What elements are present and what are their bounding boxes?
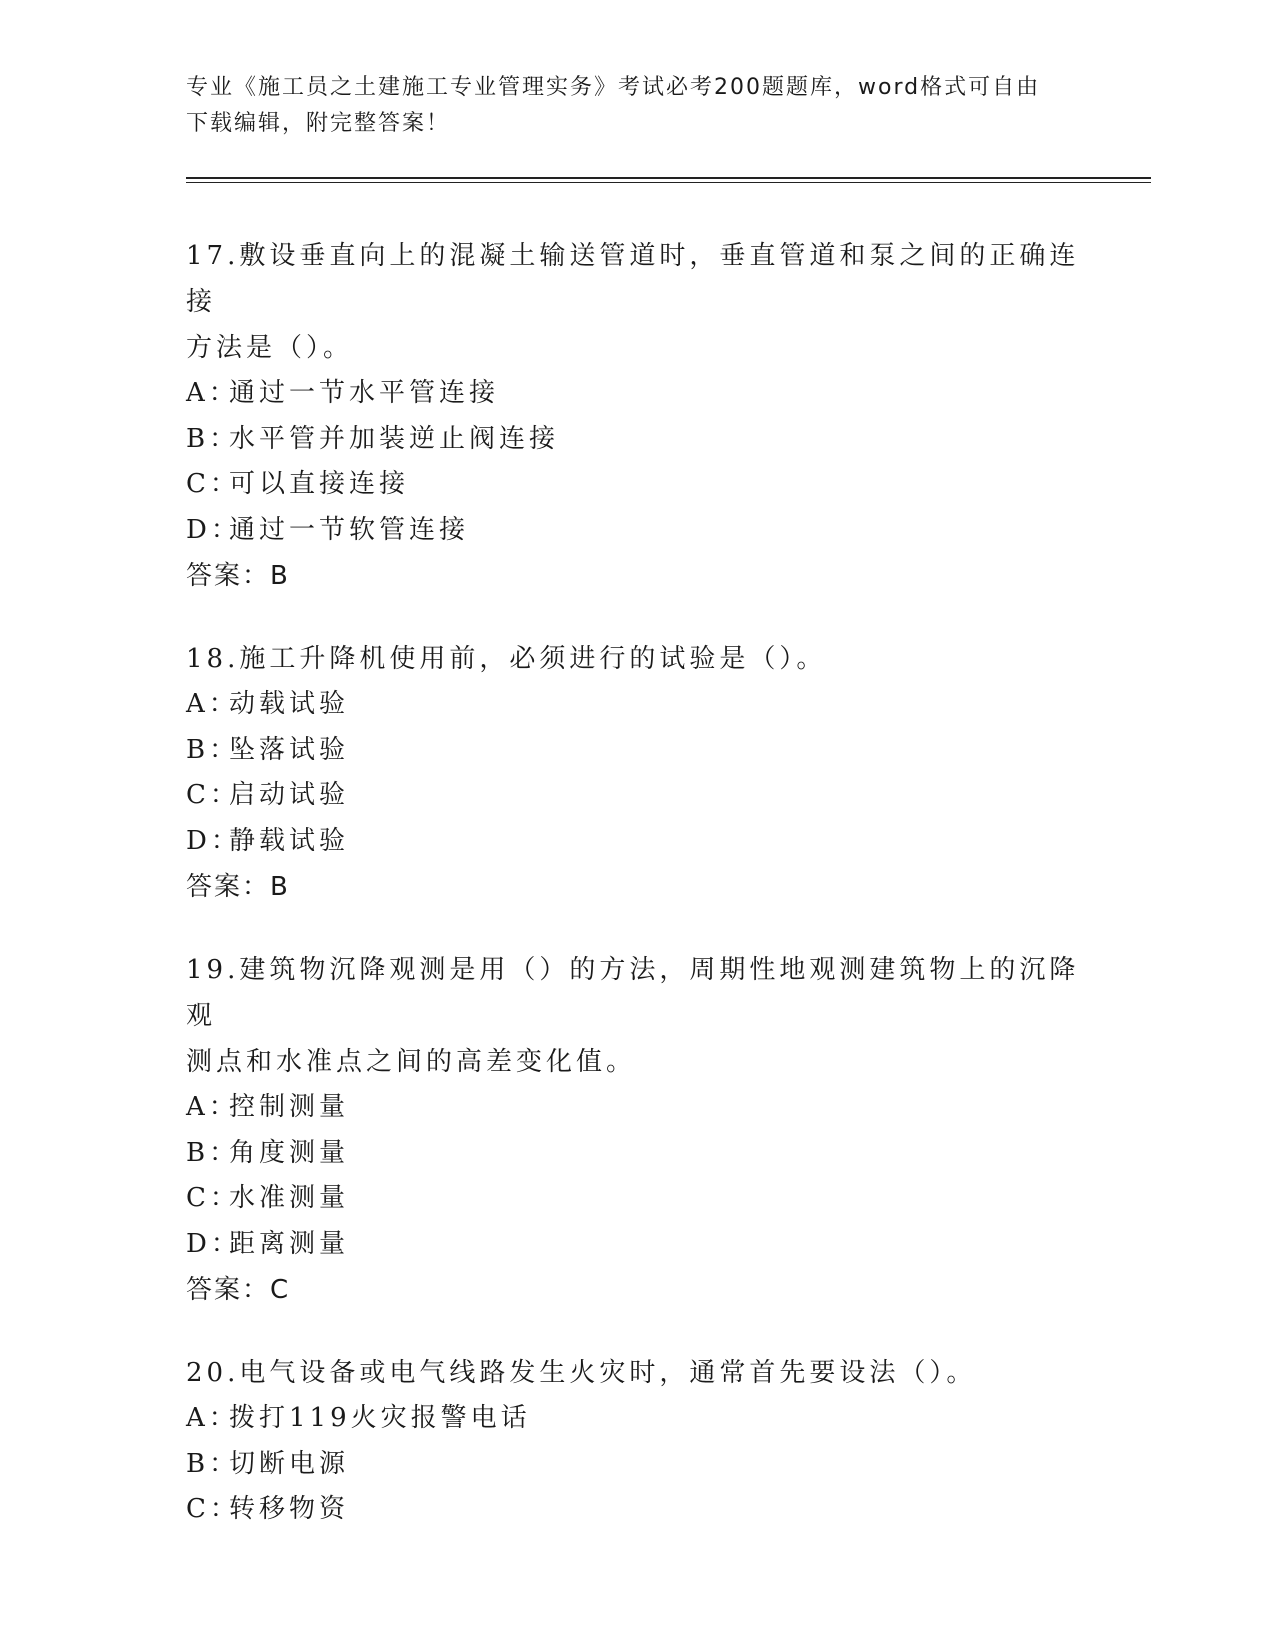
option-text: 水准测量 [229, 1183, 350, 1213]
question-stem [186, 233, 1086, 371]
option-letter: A： [186, 378, 239, 408]
option-letter: A： [186, 1092, 239, 1122]
question-stem-line: 测点和水准点之间的高差变化值。 [186, 1047, 637, 1077]
question-stem-line: 方法是（）。 [186, 333, 354, 363]
question-20 [186, 1350, 1086, 1533]
option-b [186, 417, 1086, 463]
option-c [186, 462, 1086, 508]
option-text: 切断电源 [229, 1448, 350, 1479]
option-text: 动载试验 [229, 689, 350, 719]
question-stem [186, 1350, 1086, 1396]
question-stem [186, 947, 1086, 1085]
option-a [186, 1085, 1086, 1131]
header-divider-thick [186, 177, 1151, 179]
option-text: 坠落试验 [229, 734, 350, 765]
question-stem [186, 636, 1086, 682]
option-c [186, 1176, 1086, 1222]
option-a [186, 1396, 1086, 1442]
option-text: 可以直接连接 [229, 469, 410, 499]
option-text: 拨打119火灾报警电话 [229, 1403, 531, 1433]
question-stem-line: 20.电气设备或电气线路发生火灾时，通常首先要设法（）。 [186, 1358, 977, 1388]
option-d [186, 508, 1086, 554]
option-letter: A： [186, 689, 239, 719]
option-b [186, 1131, 1086, 1177]
option-c [186, 1487, 1086, 1533]
option-letter: A： [186, 1403, 239, 1433]
option-text: 距离测量 [229, 1228, 350, 1259]
option-text: 通过一节水平管连接 [229, 378, 500, 408]
option-letter: D： [186, 825, 241, 856]
option-text: 角度测量 [229, 1137, 350, 1168]
option-a [186, 682, 1086, 728]
option-a [186, 371, 1086, 417]
question-stem-line: 18.施工升降机使用前，必须进行的试验是（）。 [186, 644, 827, 674]
option-text: 启动试验 [229, 780, 350, 810]
option-letter: B： [186, 1137, 240, 1168]
option-letter: B： [186, 734, 240, 765]
option-text: 静载试验 [229, 825, 350, 856]
document-header [186, 70, 1066, 142]
option-c [186, 773, 1086, 819]
header-divider-thin [186, 182, 1151, 183]
option-text: 通过一节软管连接 [229, 514, 470, 545]
option-letter: C： [186, 469, 240, 499]
question-stem-line: 17.敷设垂直向上的混凝土输送管道时，垂直管道和泵之间的正确连接 [186, 241, 1080, 317]
header-line-1: 专业《施工员之土建施工专业管理实务》考试必考200题题库，word格式可自由 [186, 75, 1041, 100]
option-b [186, 1442, 1086, 1488]
option-letter: C： [186, 780, 240, 810]
question-list [186, 233, 1086, 1570]
option-d [186, 1222, 1086, 1268]
option-text: 转移物资 [229, 1494, 350, 1524]
option-letter: C： [186, 1183, 240, 1213]
question-19 [186, 947, 1086, 1313]
option-letter: B： [186, 423, 240, 454]
question-stem-line: 19.建筑物沉降观测是用（）的方法，周期性地观测建筑物上的沉降观 [186, 955, 1080, 1031]
header-line-2: 下载编辑，附完整答案！ [186, 111, 451, 136]
option-d [186, 819, 1086, 865]
answer-line: 答案：B [186, 872, 290, 902]
option-letter: B： [186, 1448, 240, 1479]
option-letter: D： [186, 1228, 241, 1259]
question-17 [186, 233, 1086, 599]
option-letter: D： [186, 514, 241, 545]
answer-line: 答案：B [186, 561, 290, 591]
question-18 [186, 636, 1086, 910]
option-b [186, 728, 1086, 774]
answer-line: 答案：C [186, 1275, 291, 1305]
option-text: 水平管并加装逆止阀连接 [229, 423, 560, 454]
option-letter: C： [186, 1494, 240, 1524]
option-text: 控制测量 [229, 1092, 350, 1122]
